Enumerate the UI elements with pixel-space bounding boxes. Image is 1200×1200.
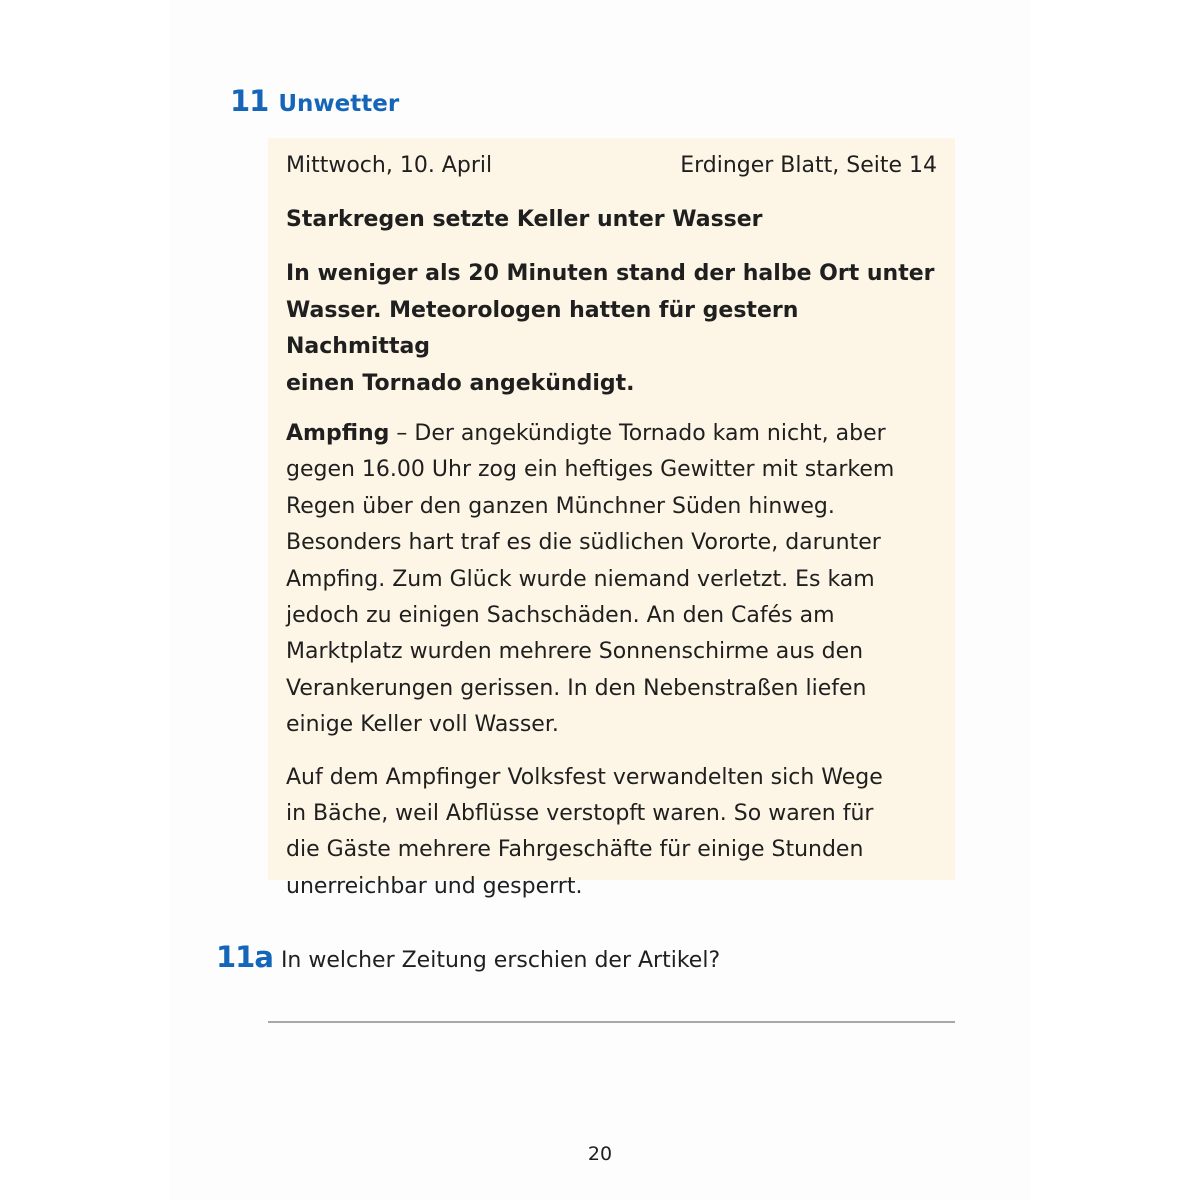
article-date: Mittwoch, 10. April <box>286 153 493 178</box>
article-paragraph-2 <box>286 760 937 906</box>
paragraph-line: Auf dem Ampfinger Volksfest verwandelten sich Wege <box>286 764 883 790</box>
newspaper-article <box>268 138 955 899</box>
paragraph-line: unerreichbar und gesperrt. <box>286 873 583 899</box>
lead-line: Wasser. Meteorologen hatten für gestern Nachmittag <box>286 297 799 359</box>
lead-line: In weniger als 20 Minuten stand der halbe Ort unter <box>286 261 935 286</box>
article-source: Erdinger Blatt, Seite 14 <box>680 153 937 178</box>
section-title: Unwetter <box>278 91 400 117</box>
page-number: 20 <box>587 1143 613 1165</box>
paragraph-line: Ampfing. Zum Glück wurde niemand verletzt. Es kam <box>286 566 875 592</box>
paragraph-line: die Gäste mehrere Fahrgeschäfte für einige Stunden <box>286 837 864 863</box>
paragraph-line: Verankerungen gerissen. In den Nebenstraßen liefen <box>286 675 867 701</box>
dateline-place: Ampfing <box>286 421 390 446</box>
article-headline: Starkregen setzte Keller unter Wasser <box>286 207 763 232</box>
answer-line[interactable] <box>268 1021 955 1023</box>
article-paragraph-1 <box>286 416 937 744</box>
section-number: 11 <box>230 84 269 118</box>
paragraph-line: Besonders hart traf es die südlichen Vororte, darunter <box>286 530 881 556</box>
article-lead <box>286 256 937 402</box>
lead-line: einen Tornado angekündigt. <box>286 370 635 396</box>
paragraph-line: Regen über den ganzen Münchner Süden hinweg. <box>286 493 835 519</box>
question-11a <box>216 940 720 974</box>
question-number: 11a <box>216 940 273 974</box>
article-meta <box>286 150 937 182</box>
paragraph-line: in Bäche, weil Abflüsse verstopft waren. So waren für <box>286 801 874 827</box>
paragraph-line: Marktplatz wurden mehrere Sonnenschirme aus den <box>286 639 864 665</box>
section-heading <box>230 84 399 118</box>
paragraph-line: gegen 16.00 Uhr zog ein heftiges Gewitter mit starkem <box>286 457 895 483</box>
question-text: In welcher Zeitung erschien der Artikel? <box>280 948 721 973</box>
paragraph-line: jedoch zu einigen Sachschäden. An den Cafés am <box>286 603 835 629</box>
paragraph-line: – Der angekündigte Tornado kam nicht, aber <box>389 421 886 446</box>
paragraph-line: einige Keller voll Wasser. <box>286 712 559 738</box>
